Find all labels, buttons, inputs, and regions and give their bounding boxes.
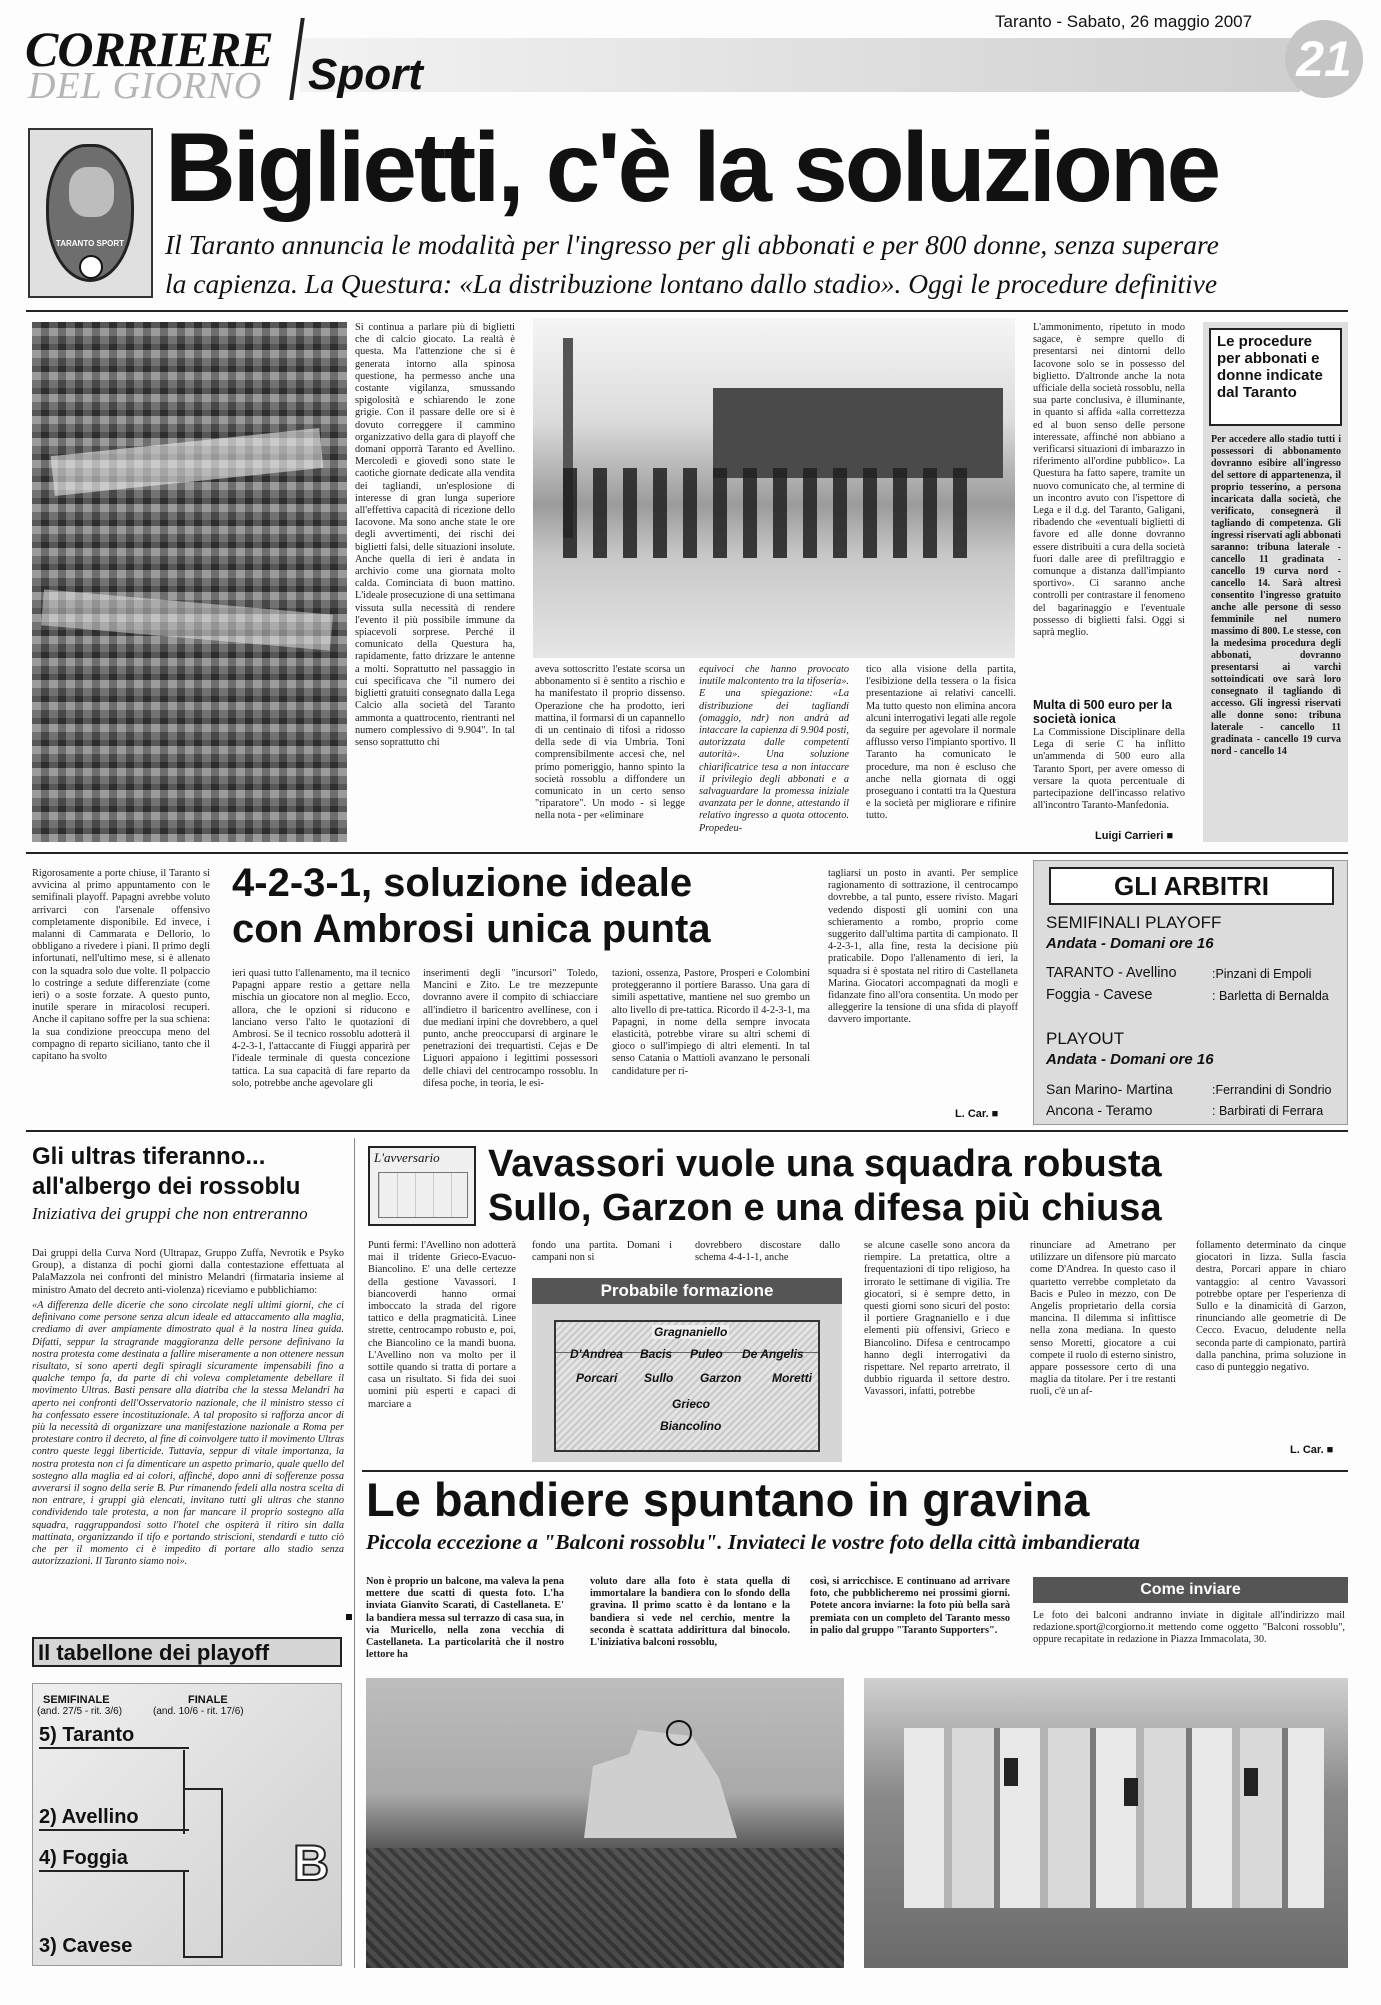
lead-rule xyxy=(26,310,1348,312)
flags-headline: Le bandiere spuntano in gravina xyxy=(366,1473,1090,1526)
ultras-headline xyxy=(32,1142,352,1226)
bracket-team-2: 2) Avellino xyxy=(39,1806,189,1831)
ref-row-4-ref: : Barbirati di Ferrara xyxy=(1212,1104,1324,1118)
lead-byline: Luigi Carrieri ■ xyxy=(1095,830,1174,842)
tactics-bottom-rule xyxy=(26,1130,1348,1132)
vertical-divider-left xyxy=(354,1138,355,1968)
procedures-text: Per accedere allo stadio tutti i possessori di abbonamento dovranno esibire all'ingresso del settore di appartenenza, il proprio tesserino, a persona incaricata dalla società, che verificato, consegnerà il tagliando di competenza. Gli ingressi riservati agli abbonati saranno: tribuna laterale - cancello 11 gradinata - cancello 19 curva nord - cancello 14. Sarà altresì consentito l'ingresso gratuito anche alle persone di sesso femminile nel numero massimo di 800. Le stesse, con la medesima procedura degli abbonati, dovranno presentarsi ai varchi sottoindicati ove sarà loro consegnato il tagliando di accesso. Gli ingressi riservati alle donne sono: tribuna laterale - cancello 11 gradinata - cancello 19 curva nord - cancello 14 xyxy=(1211,434,1341,757)
photo-gravina-far xyxy=(366,1678,844,1968)
bracket-line-a xyxy=(183,1750,185,1834)
flags-col-2: voluto dare alla foto è stata quella di immortalare la bandiera con lo sfondo della gravina. Il primo scatto è da lontano e la bandiera si vede nel cerchio, mentre la seconda è scattata addirittura dal binocolo. L'iniziativa balconi rossoblu, xyxy=(590,1576,790,1649)
final-dates: (and. 10/6 - rit. 17/6) xyxy=(153,1706,244,1717)
procedures-title: Le procedure per abbonati e donne indicate dal Taranto xyxy=(1209,328,1342,426)
opponent-col-3: dovrebbero discostare dallo schema 4-4-1-1, anche xyxy=(695,1240,840,1264)
player-mid-1: Porcari xyxy=(576,1371,618,1385)
player-mid-3: Garzon xyxy=(700,1371,742,1385)
opponent-byline: L. Car. ■ xyxy=(1290,1444,1334,1456)
semifinals-subtitle: Andata - Domani ore 16 xyxy=(1046,935,1214,952)
semifinal-dates: (and. 27/5 - rit. 3/6) xyxy=(37,1706,123,1717)
playoff-bracket xyxy=(32,1683,342,1966)
flags-col-3: così, si arricchisce. E continuano ad arrivare foto, che pubblicheremo nei prossimi giorni. Potete ancora inviarne: la foto più bella sarà premiata con un completo del Taranto messo in palio dal gruppo "Taranto Supporters". xyxy=(810,1576,1010,1636)
lead-bottom-rule xyxy=(26,852,1348,854)
formation-title: Probabile formazione xyxy=(532,1278,842,1304)
ref-row-1-ref: :Pinzani di Empoli xyxy=(1212,967,1312,981)
playout-title: PLAYOUT xyxy=(1046,1029,1125,1048)
player-att-1: Grieco xyxy=(672,1397,711,1411)
ref-row-3-ref: :Ferrandini di Sondrio xyxy=(1212,1083,1332,1097)
tactics-headline-1: 4-2-3-1, soluzione ideale xyxy=(232,861,693,905)
tactics-headline xyxy=(232,860,812,952)
masthead-grey-band xyxy=(300,38,1300,92)
opponent-tag: L'avversario xyxy=(374,1150,440,1165)
player-def-3: Puleo xyxy=(690,1347,723,1361)
ref-row-2-match: Foggia - Cavese xyxy=(1046,987,1153,1003)
semifinals-title: SEMIFINALI PLAYOFF xyxy=(1046,913,1222,932)
ultras-headline-2: all'albergo dei rossoblu xyxy=(32,1173,301,1200)
lead-col-4: tico alla visione della partita, l'esibizione della tessera o la fisica presentazione ai relativi cancelli. Ma tutto questo non elimina ancora alcuni interrogativi legati alle regole da seguire per agevolare il normale afflusso verso l'impianto sportivo. Il Taranto ha comunicato le procedure, ma non è escluso che anche nella giornata di oggi proseguano i contatti tra la Questura e la società per migliorare e rifinire tutto. xyxy=(866,664,1016,822)
playoff-table-title: Il tabellone dei playoff xyxy=(32,1637,342,1667)
final-column-label: FINALE xyxy=(188,1694,228,1706)
how-to-send-text: Le foto dei balconi andranno inviate in digitale all'indirizzo mail redazione.sport@corgiorno.it mettendo come oggetto "Balconi rossoblu", oppure recapitate in redazione in Piazza Immacolata, 30. xyxy=(1033,1610,1345,1646)
opponent-col-2: fondo una partita. Domani i campani non si xyxy=(532,1240,672,1264)
opponent-diagram-icon xyxy=(378,1172,468,1218)
team-crest-text: TARANTO SPORT xyxy=(55,239,125,248)
lead-col-1: Si continua a parlare più di biglietti che di calcio giocato. La realtà è questa. Ma l'attenzione che si è generata intorno alla spinosa questione, ha permesso anche una costante vigilanza, smussando spigolosità e schiarendo le zone grigie. Con il passare delle ore si è dovuto correggere il cammino organizzativo della gara di playoff che domani opporrà Taranto ed Avellino. Mercoledì e giovedì sono state le caotiche giornate dedicate alla vendita dei tagliandi, un'esplosione di interesse di gran lunga superiore all'effettiva capacità di ricezione dello Iacovone. Ma sono anche state le ore degli avvertimenti, dei rischi dei biglietti falsi, delle situazioni insolute. Anche quella di ieri è andata in archivio come una giornata molto calda. Cominciata di buon mattino. L'ideale prosecuzione di una settimana vissuta sulla necessità di rendere l'evento il più possibile immune da spiacevoli sorprese. Perché il comunicato della Questura ha, rapidamente, fatto drizzare le antenne a molti. Soprattutto nel passaggio in cui specificava che "il numero dei biglietti gratuiti consegnato dalla Lega Calcio alla società del Taranto ammonta a quattrocento, rientranti nel numero complessivo di 9.904". In tal senso soprattutto chi xyxy=(355,322,515,748)
football-icon xyxy=(79,255,103,279)
flags-col-1: Non è proprio un balcone, ma valeva la pena mettere due scatti di questa foto. L'ha inviata Gianvito Scarati, di Castellaneta. E' la bandiera messa sul terrazzo di casa sua, in via Muricello, nella zona vecchia di Castellaneta. La particolarità che il nostro lettore ha xyxy=(366,1576,564,1661)
flags-subhead: Piccola eccezione a "Balconi rossoblu". Inviateci le vostre foto della città imbandierata xyxy=(366,1530,1140,1554)
lead-col-2: aveva sottoscritto l'estate scorsa un abbonamento si è sentito a rischio e ha manifestato il proprio dissenso. Operazione che ha prodotto, ieri mattina, il formarsi di un capannello di un centinaio di tifosi a ridosso della sede di via Umbria. Toni comprensibilmente accesi che, nel primo pomeriggio, hanno spinto la società rossoblu a diffondere un comunicato in un certo senso "riparatore". Un modo - si legge nella nota - per «eliminare xyxy=(535,664,685,822)
playout-subtitle: Andata - Domani ore 16 xyxy=(1046,1051,1214,1068)
bracket-line-b xyxy=(183,1872,185,1958)
bracket-line-c xyxy=(183,1956,223,1958)
opponent-col-5: rinunciare ad Ametrano per utilizzare un difensore più marcato come D'Andrea. In questo caso il quartetto verrebbe completato da Bacis e Puleo in mezzo, con De Angelis proprietario della corsia mancina. Il dilemma si infittisce nella zona mediana. In questo senso Moretti, giocatore a cui compete il ruolo di esterno sinistro, appare possessore certo di una maglia da titolare. Per i tre restanti ruoli, c'è un af- xyxy=(1030,1240,1176,1398)
photo-ultras-crowd xyxy=(32,322,347,842)
ref-row-2-ref: : Barletta di Bernalda xyxy=(1212,989,1329,1003)
semifinal-column-label: SEMIFINALE xyxy=(43,1694,110,1706)
player-def-4: De Angelis xyxy=(742,1347,804,1361)
tactics-col-2: ieri quasi tutto l'allenamento, ma il tecnico Papagni appare restio a gettare nella mischia un giocatore non al meglio. Ecco, allora, che le opzioni si riducono e lanciano verso l'alto le quotazioni di Ambrosi. Se il tecnico rossoblu adotterà il 4-2-3-1, l'attaccante di Fiuggi apparirà per l'ideale terminale di questa concezione tattica. La sua capacità di fare reparto da solo, potrebbe anche agevolare gli xyxy=(232,968,410,1089)
formation-graphic xyxy=(532,1278,842,1462)
tactics-headline-2: con Ambrosi unica punta xyxy=(232,907,711,951)
tactics-col-3: inserimenti degli "incursori" Toledo, Mancini e Zito. Le tre mezzepunte dovranno avere il compito di schiacciare all'indietro il baricentro avellinese, con i due mediani irpini che dovrebbero, a quel punto, anche preoccuparsi di arginare le penetrazioni dei trequartisti. Cejas e De Liguori appaiono i legittimi possessori delle chiavi del centrocampo rossoblu. In difesa poche, in teoria, le esi- xyxy=(423,968,598,1089)
ref-row-1-match: TARANTO - Avellino xyxy=(1046,965,1177,981)
tactics-col-1: Rigorosamente a porte chiuse, il Taranto si avvicina al primo appuntamento con le semifinali playoff. Papagni avrebbe voluto arrivarci con l'arsenale offensivo completamente disponibile. Ed invece, i malanni di Cammarata e Dellorio, lo obbligano a rivedere i piani. Il primo degli infortunati, nell'ultimo mese, si è allenato con la squadra solo due volte. Il polpaccio lo costringe a sedute differenziate (come ieri) o a soste forzate. A questo punto, inutile sperare in miracolosi recuperi. Anche il capitano soffre per la sua schiena: la sua condizione preoccupa meno del compagno di reparto siciliano, tanto che il capitano ha svolto xyxy=(32,868,210,1063)
ultras-end-square xyxy=(346,1614,352,1620)
player-mid-2: Sullo xyxy=(644,1371,674,1385)
lead-subhead-1: Il Taranto annuncia le modalità per l'ingresso per gli abbonati e per 800 donne, senza superare xyxy=(165,229,1219,260)
referees-title: GLI ARBITRI xyxy=(1049,867,1334,905)
player-def-2: Bacis xyxy=(640,1347,673,1361)
brand-subname: DEL GIORNO xyxy=(28,65,263,107)
player-att-2: Biancolino xyxy=(660,1419,722,1433)
photo-stadium-entrance xyxy=(533,318,1015,658)
player-def-1: D'Andrea xyxy=(570,1347,623,1361)
lead-col-3: equivoci che hanno provocato inutile malcontento tra la tifoseria». E una spiegazione: «La distribuzione dei tagliandi (omaggio, ndr) non andrà ad intaccare la capienza di 9.904 posti, autorizzata dalle competenti autorità». Una soluzione chiarificatrice tesa a non intaccare il privilegio degli abbonati e a salvaguardare la promessa iniziale avanzata per le donne, attestando il relativo ingresso a quota ottocento. Propedeu- xyxy=(699,664,849,834)
opponent-headline-1: Vavassori vuole una squadra robusta xyxy=(488,1143,1162,1185)
how-to-send-title: Come inviare xyxy=(1033,1577,1348,1603)
ref-row-3-match: San Marino- Martina xyxy=(1046,1081,1173,1097)
opponent-col-1: Punti fermi: l'Avellino non adotterà mai il tridente Grieco-Evacuo-Biancolino. E' una delle certezze della gestione Vavassori. I biancoverdi hanno ormai imboccato la strada del rigore tattico e della pragmaticità. Linee strette, centrocampo robusto e, poi, che Biancolino ce la mandi buona. L'Avellino non va molto per il sottile quando si tratta di portare a casa un risultato. Si fida dei suoi uomini più esperti e capaci di marciare a xyxy=(368,1240,516,1410)
player-mid-4: Moretti xyxy=(772,1371,812,1385)
ref-row-4-match: Ancona - Teramo xyxy=(1046,1102,1153,1118)
bracket-team-4: 3) Cavese xyxy=(39,1935,133,1957)
lead-col-5: L'ammonimento, ripetuto in modo sagace, è sempre quello di presentarsi nei dintorni dello Iacovone solo se in possesso del biglietto. D'altronde anche la nota ufficiale della società rossoblu, nella sua parte conclusiva, è illuminante, in quanto si affida «alla correttezza ed al buon senso delle persone interessate, affinché non abbiano a verificarsi situazioni di imbarazzo in riferimento all'ordine pubblico». La Questura ha fatto sapere, tramite un nuovo comunicato che, al termine di un incontro avuto con l'ispettore di Lega e il d.g. del Taranto, Galigani, ribadendo che «eventuali biglietti di favore ed alle donne dovranno essere distribuiti a cura della società fuori dalle aree di prefiltraggio e comunque a distanza dall'impianto sportivo». Ci saranno anche controlli per contrastare il fenomeno del bagarinaggio e l'eventuale possesso di biglietti falsi. Oggi si saprà meglio. xyxy=(1033,322,1185,639)
tactics-col-5: tagliarsi un posto in avanti. Per semplice ragionamento di sottrazione, il centrocampo dovrebbe, a tal punto, essere rivisto. Magari vedendo disposti gli uomini con una schieramento a rombo, proprio come suggerito dall'ultima partita di campionato. Il 4-2-3-1, alla fine, resta la decisione più praticabile. Dopo l'allenamento di ieri, la squadra si è spostata nel ritiro di Castellaneta Marina. Giocatori accompagnati da mogli e fidanzate fino all'ora consentita. Un modo per alleggerire la tensione di una sfida di playoff davvero importante. xyxy=(828,868,1018,1026)
ultras-intro: Dai gruppi della Curva Nord (Ultrapaz, Gruppo Zuffa, Nevrotik e Psyko Group), a distanza di pochi giorni dalla contestazione effettuata al PalaMazzola nei confronti del ministro Melandri (firmataria insieme al ministro Amato del decreto anti-violenza) riceviamo e pubblichiamo: xyxy=(32,1248,344,1296)
lead-headline: Biglietti, c'è la soluzione xyxy=(165,112,1219,222)
opponent-col-6: follamento determinato da cinque giocatori in lizza. Sulla fascia destra, Porcari appare in chiaro vantaggio: al centro Vavassori potrebbe optare per l'esperienza di Sullo e la dinamicità di Garzon, rinunciando alle geometrie di De Cecco. Evacuo, deludente nella seconda parte di campionato, partirà dalla panchina, prima soluzione in caso di punteggio negativo. xyxy=(1196,1240,1346,1374)
brand-name: CORRIERE xyxy=(25,21,273,77)
page-number: 21 xyxy=(1296,31,1352,87)
procedures-sidebar xyxy=(1203,322,1348,842)
dateline: Taranto - Sabato, 26 maggio 2007 xyxy=(995,12,1253,31)
bracket-line-e xyxy=(221,1788,223,1958)
opponent-headline xyxy=(488,1142,1348,1230)
lead-subhead-2: la capienza. La Questura: «La distribuzione lontano dallo stadio». Oggi le procedure definitive xyxy=(165,268,1218,299)
opponent-tag-box xyxy=(368,1146,476,1226)
page-number-badge xyxy=(1285,20,1363,98)
section-title: Sport xyxy=(308,50,423,99)
opponent-col-4: se alcune caselle sono ancora da riempire. La pretattica, oltre a frequentazioni di tipo religioso, ha irrorato le settimane di vigilia. Tre giocatori, si è sempre detto, in questi giorni sono sicuri del posto: il portiere Gragnaniello e i due elementi più offensivi, Grieco e Biancolino. Difesa e centrocampo hanno degli interrogativi da rispettare. Nel reparto arretrato, il dubbio riguarda il settore destro. Vavassori, infatti, potrebbe xyxy=(864,1240,1010,1398)
tactics-byline: L. Car. ■ xyxy=(955,1108,999,1120)
ultras-subhead: Iniziativa dei gruppi che non entreranno xyxy=(32,1204,308,1223)
bracket-mark: B xyxy=(293,1835,330,1891)
photo-gravina-zoom xyxy=(864,1678,1348,1968)
referees-box xyxy=(1033,860,1348,1125)
tactics-col-4: tazioni, ossenza, Pastore, Prosperi e Colombini proteggeranno il portiere Barasso. Una gara di simili aspettative, mantiene nel suo grembo un alto livello di pre-tattica. Ricordo il 4-2-3-1, ma Papagni, in nome della sempre invocata elasticità, potrebbe virare su altri schemi di gioco o sull'impiego di altri elementi. In tal senso Catania o Mattioli avanzano le personali candidature per ri- xyxy=(612,968,810,1077)
bracket-team-1: 5) Taranto xyxy=(39,1724,189,1749)
player-gk: Gragnaniello xyxy=(654,1325,728,1339)
bracket-team-3: 4) Foggia xyxy=(39,1847,189,1872)
fine-text: La Commissione Disciplinare della Lega di serie C ha inflitto un'ammenda di 500 euro alla Taranto Sport, per avere omesso di versare la quota percentuale di partecipazione dell'incasso relativo all'incontro Taranto-Manfedonia. xyxy=(1033,727,1185,812)
ultras-body: «A differenza delle dicerie che sono circolate negli ultimi giorni, che ci definivano come persone senza alcun ideale ed attaccamento alla maglia, crediamo di aver ampiamente dimostrato qual è la nostra linea guida. Difatti, seppur la stragrande maggioranza delle persone definivano la nostra protesta come destinata a fallire miseramente a non ottenere nessun risultato, si sono aperti degli spiragli sicuramente impensabili fino a qualche tempo fa, da parte di chi voleva completamente debellare il movimento Ultras. Basti pensare alla diatriba che la stessa Melandri ha aperto nei confronti dell'Osservatorio nazionale, che il ministro stesso ci ha confessato essere incostituzionale. A tal proposito si rafforza ancor di più la necessità di organizzare una manifestazione nazionale a Roma per protestare contro il decreto, al fine di coinvolgere tutto il movimento Ultras contro queste leggi liberticide. Tuttavia, seppur di vitale importanza, la nostra protesta non ci fa dimenticare un aspetto primario, quale quello del sostegno alla maglia ed ai colori, affinché, dopo anni di sofferenze possa avverarsi il sogno della serie B. Pur rimanendo fedeli alla nostra scelta di non entrare, i gruppi già elencati, invitano tutti gli ultras che stanno condividendo tale protesta, a non far mancare il proprio sostegno alla squadra, raggruppandosi sotto l'hotel che ospiterà il ritiro sin dalla mattinata, organizzando il tifo e portando striscioni, stendardi e tutto ciò che per il momento ci è impedito di portare allo stadio senza autorizzazioni. Il Taranto siamo noi». xyxy=(32,1300,344,1568)
lead-logo-box xyxy=(28,128,153,298)
ultras-headline-1: Gli ultras tiferanno... xyxy=(32,1143,266,1170)
highlight-circle xyxy=(666,1720,692,1746)
masthead xyxy=(20,10,1365,105)
fine-headline: Multa di 500 euro per la società ionica xyxy=(1033,698,1172,726)
team-crest-icon xyxy=(46,144,134,282)
opponent-headline-2: Sullo, Garzon e una difesa più chiusa xyxy=(488,1187,1162,1229)
bracket-line-d xyxy=(183,1788,223,1790)
